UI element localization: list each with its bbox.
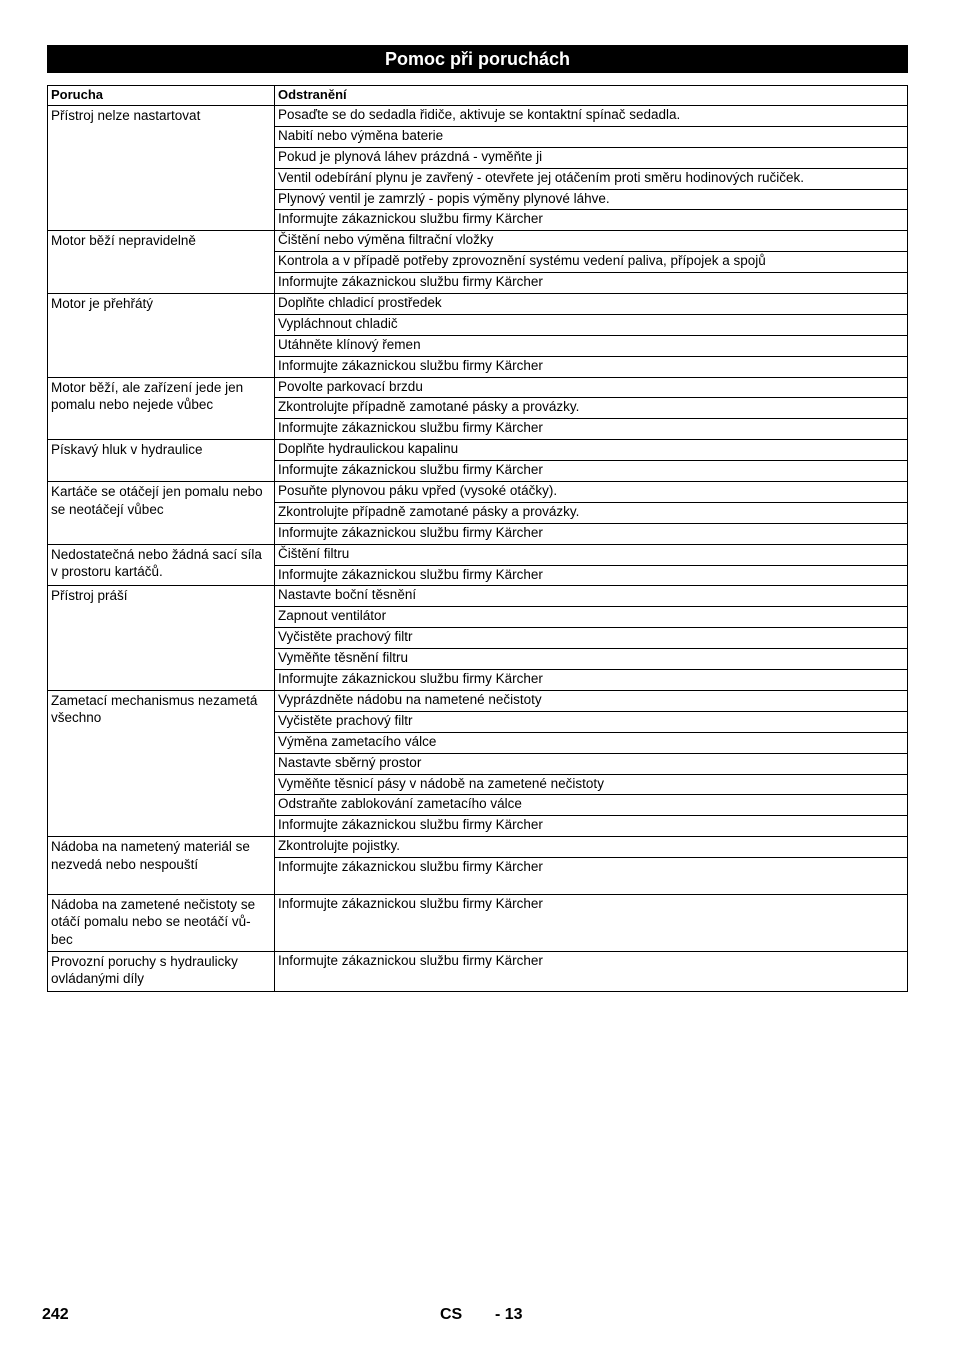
- table-row: [48, 377, 908, 398]
- column-header-remedy: Odstranění: [275, 86, 908, 106]
- fault-cell: Motor je přehřátý: [48, 294, 275, 378]
- table-row: [48, 482, 908, 503]
- fault-cell: Nedostatečná nebo žádná sací síla v prostoru kartáčů.: [48, 544, 275, 586]
- remedy-cell: Posuňte plynovou páku vpřed (vysoké otáčky).: [275, 482, 908, 503]
- table-row: [48, 294, 908, 315]
- remedy-cell: Vyčistěte prachový filtr: [275, 628, 908, 649]
- remedy-cell: Plynový ventil je zamrzlý - popis výměny plynové láhve.: [275, 189, 908, 210]
- table-row: [48, 586, 908, 607]
- remedy-cell: Vypláchnout chladič: [275, 314, 908, 335]
- remedy-cell: Informujte zákaznickou službu firmy Kärcher: [275, 858, 908, 895]
- remedy-cell: Doplňte chladicí prostředek: [275, 294, 908, 315]
- remedy-cell: Kontrola a v případě potřeby zprovoznění systému vedení paliva, přípojek a spojů: [275, 252, 908, 273]
- fault-cell: Přístroj nelze nastartovat: [48, 106, 275, 231]
- fault-cell: Motor běží, ale zařízení jede jen pomalu nebo nejede vůbec: [48, 377, 275, 440]
- table-row: [48, 951, 908, 991]
- table-row: [48, 894, 908, 951]
- remedy-cell: Informujte zákaznickou službu firmy Kärcher: [275, 816, 908, 837]
- remedy-cell: Vyměňte těsnicí pásy v nádobě na zametené nečistoty: [275, 774, 908, 795]
- fault-cell: Motor běží nepravidelně: [48, 231, 275, 294]
- fault-cell: Kartáče se otáčejí jen pomalu nebo se neotáčejí vůbec: [48, 482, 275, 545]
- remedy-cell: Zkontrolujte případně zamotané pásky a provázky.: [275, 398, 908, 419]
- table-body: [48, 106, 908, 992]
- remedy-cell: Zapnout ventilátor: [275, 607, 908, 628]
- column-header-fault: Porucha: [48, 86, 275, 106]
- fault-cell: Nádoba na zametené nečistoty se otáčí pomalu nebo se neotáčí vů-bec: [48, 894, 275, 951]
- remedy-cell: Povolte parkovací brzdu: [275, 377, 908, 398]
- fault-cell: Zametací mechanismus nezametá všechno: [48, 690, 275, 836]
- remedy-cell: Informujte zákaznickou službu firmy Kärcher: [275, 273, 908, 294]
- remedy-cell: Pokud je plynová láhev prázdná - vyměňte ji: [275, 147, 908, 168]
- remedy-cell: Výměna zametacího válce: [275, 732, 908, 753]
- remedy-cell: Vyčistěte prachový filtr: [275, 711, 908, 732]
- table-row: [48, 106, 908, 127]
- remedy-cell: Informujte zákaznickou službu firmy Kärcher: [275, 523, 908, 544]
- page-title: Pomoc při poruchách: [47, 45, 908, 73]
- table-row: [48, 837, 908, 858]
- page-number-right: - 13: [495, 1306, 523, 1323]
- page-number-left: 242: [42, 1306, 69, 1323]
- remedy-cell: Informujte zákaznickou službu firmy Kärcher: [275, 565, 908, 586]
- fault-cell: Přístroj práší: [48, 586, 275, 690]
- troubleshooting-table: [47, 85, 908, 992]
- remedy-cell: Informujte zákaznickou službu firmy Kärcher: [275, 210, 908, 231]
- remedy-cell: Nabití nebo výměna baterie: [275, 126, 908, 147]
- remedy-cell: Informujte zákaznickou službu firmy Kärcher: [275, 419, 908, 440]
- remedy-cell: Čištění filtru: [275, 544, 908, 565]
- fault-cell: Pískavý hluk v hydraulice: [48, 440, 275, 482]
- table-row: [48, 440, 908, 461]
- remedy-cell: Doplňte hydraulickou kapalinu: [275, 440, 908, 461]
- remedy-cell: Nastavte sběrný prostor: [275, 753, 908, 774]
- remedy-cell: Ventil odebírání plynu je zavřený - otevřete jej otáčením proti směru hodinových ručiček.: [275, 168, 908, 189]
- remedy-cell: Odstraňte zablokování zametacího válce: [275, 795, 908, 816]
- remedy-cell: Zkontrolujte případně zamotané pásky a provázky.: [275, 502, 908, 523]
- remedy-cell: Informujte zákaznickou službu firmy Kärcher: [275, 461, 908, 482]
- remedy-cell: Vyměňte těsnění filtru: [275, 649, 908, 670]
- table-row: [48, 231, 908, 252]
- remedy-cell: Informujte zákaznickou službu firmy Kärcher: [275, 894, 908, 951]
- remedy-cell: Vyprázdněte nádobu na nametené nečistoty: [275, 690, 908, 711]
- language-code: CS: [440, 1306, 463, 1323]
- remedy-cell: Utáhněte klínový řemen: [275, 335, 908, 356]
- remedy-cell: Informujte zákaznickou službu firmy Kärcher: [275, 356, 908, 377]
- table-row: [48, 690, 908, 711]
- remedy-cell: Posaďte se do sedadla řidiče, aktivuje se kontaktní spínač sedadla.: [275, 106, 908, 127]
- remedy-cell: Čištění nebo výměna filtrační vložky: [275, 231, 908, 252]
- remedy-cell: Nastavte boční těsnění: [275, 586, 908, 607]
- remedy-cell: Informujte zákaznickou službu firmy Kärcher: [275, 951, 908, 991]
- table-row: [48, 544, 908, 565]
- remedy-cell: Informujte zákaznickou službu firmy Kärcher: [275, 670, 908, 691]
- fault-cell: Nádoba na nametený materiál se nezvedá nebo nespouští: [48, 837, 275, 895]
- fault-cell: Provozní poruchy s hydraulicky ovládanými díly: [48, 951, 275, 991]
- table-header-row: [48, 86, 908, 106]
- remedy-cell: Zkontrolujte pojistky.: [275, 837, 908, 858]
